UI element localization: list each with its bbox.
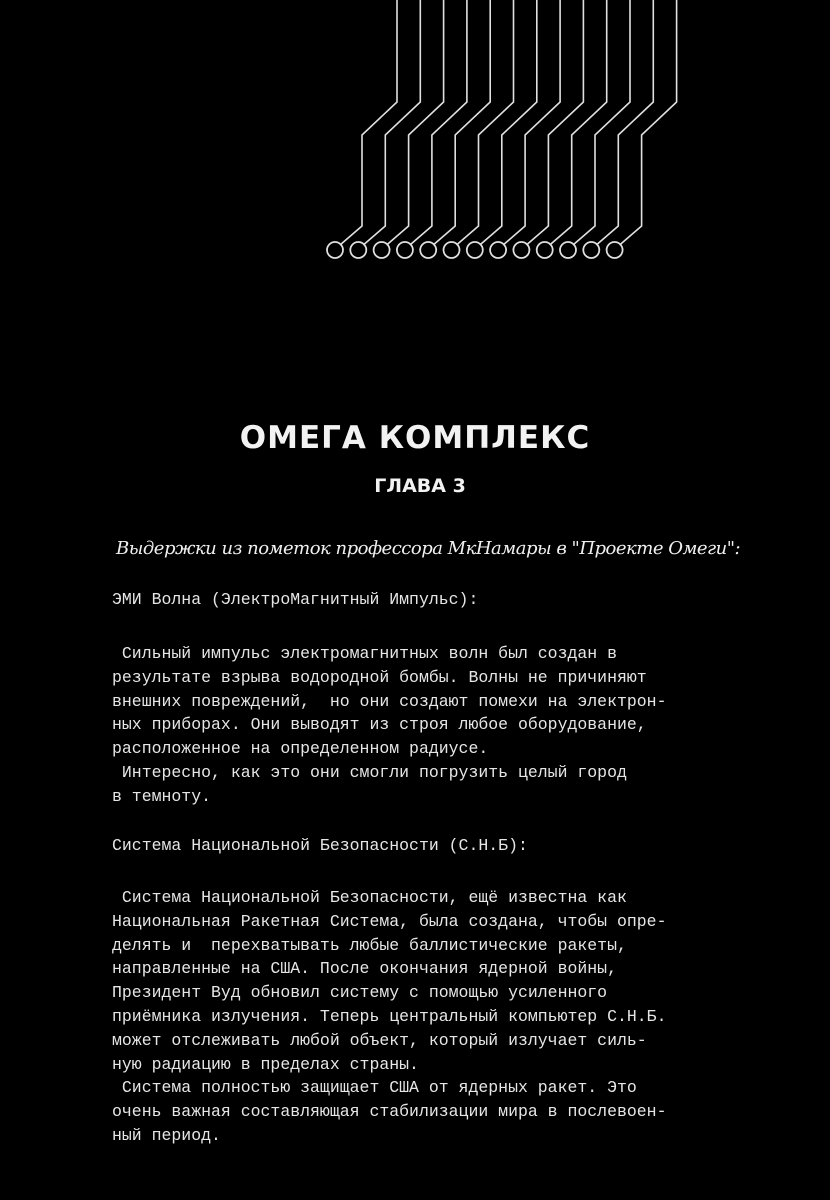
section-heading-nss: Система Национальной Безопасности (С.Н.Б): [112, 836, 528, 855]
circuit-node-icon [397, 242, 413, 258]
circuit-node-icon [560, 242, 576, 258]
text-line: расположенное на определенном радиусе. [112, 739, 489, 759]
circuit-node-icon [607, 242, 623, 258]
circuit-node-icon [420, 242, 436, 258]
text-line: направленные на США. После окончания ядерной войны, [112, 959, 617, 979]
circuit-node-icon [537, 242, 553, 258]
circuit-trace [596, 0, 653, 245]
circuit-trace [480, 0, 537, 245]
circuit-node-icon [374, 242, 390, 258]
circuit-node-icon [327, 242, 343, 258]
section-body-nss [112, 886, 667, 1148]
text-line: ную радиацию в пределах страны. [112, 1054, 419, 1074]
circuit-trace [620, 0, 677, 245]
text-line: очень важная составляющая стабилизации мира в послевоен- [112, 1102, 667, 1122]
circuit-node-icon [583, 242, 599, 258]
text-line: Система полностью защищает США от ядерных ракет. Это [112, 1078, 637, 1098]
page-title: ОМЕГА КОМПЛЕКС [239, 420, 591, 456]
circuit-trace [340, 0, 397, 245]
circuit-traces-illustration [0, 0, 830, 280]
circuit-node-icon [513, 242, 529, 258]
text-line: может отслеживать любой объект, который излучает силь- [112, 1030, 647, 1050]
text-line: Сильный импульс электромагнитных волн был создан в [112, 644, 617, 663]
circuit-trace [387, 0, 444, 245]
circuit-trace [363, 0, 420, 245]
circuit-trace [573, 0, 630, 245]
circuit-trace [410, 0, 467, 245]
text-line: ных приборах. Они выводят из строя любое оборудование, [112, 715, 647, 735]
circuit-trace [433, 0, 490, 245]
text-line: ный период. [112, 1125, 221, 1145]
text-line: внешних повреждений, но они создают помехи на электрон- [112, 691, 667, 711]
chapter-label: ГЛАВА 3 [374, 475, 466, 497]
section-heading-emp: ЭМИ Волна (ЭлектроМагнитный Импульс): [112, 590, 479, 609]
text-line: Система Национальной Безопасности, ещё известна как [112, 888, 627, 907]
text-line: Национальная Ракетная Система, была создана, чтобы опре- [112, 911, 667, 931]
circuit-node-icon [467, 242, 483, 258]
circuit-trace [503, 0, 560, 245]
circuit-node-icon [444, 242, 460, 258]
circuit-trace [457, 0, 514, 245]
text-line: в темноту. [112, 786, 212, 806]
text-line: Интересно, как это они смогли погрузить целый город [112, 762, 627, 782]
circuit-trace [526, 0, 583, 245]
section-body-emp [112, 642, 667, 809]
circuit-node-icon [350, 242, 366, 258]
intro-caption: Выдержки из пометок профессора МкНамары в "Проекте Омеги": [116, 538, 741, 559]
text-line: делять и перехватывать любые баллистические ракеты, [112, 935, 627, 955]
text-line: Президент Вуд обновил систему с помощью усиленного [112, 983, 608, 1003]
circuit-trace [550, 0, 607, 245]
text-line: приёмника излучения. Теперь центральный компьютер С.Н.Б. [112, 1006, 667, 1026]
circuit-node-icon [490, 242, 506, 258]
text-line: результате взрыва водородной бомбы. Волны не причиняют [112, 667, 647, 687]
